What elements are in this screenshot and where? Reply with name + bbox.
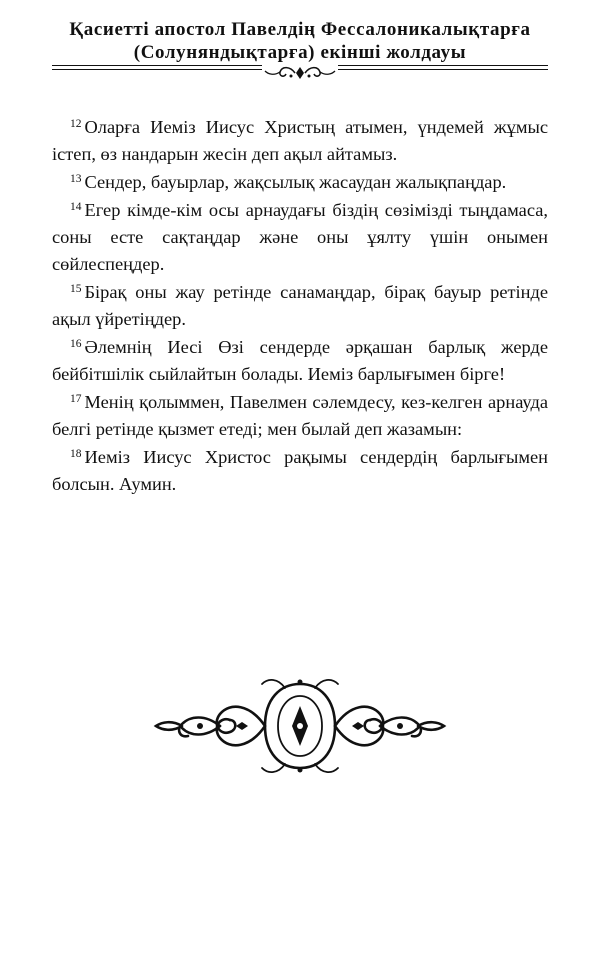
verse-number: 13: [70, 173, 82, 185]
verse-number: 14: [70, 201, 82, 213]
verse-text: Егер кімде-кім осы арнаудағы біздің сөзімізді тыңдамаса, соны есте сақтаңдар және оны ұялту үшін онымен сөйлеспеңдер.: [52, 200, 548, 274]
verse-13: [52, 169, 548, 196]
verse-18: [52, 444, 548, 498]
verse-number: 15: [70, 283, 82, 295]
page-title-line-1: Қасиетті апостол Павелдің Фессалоникалықтарға: [69, 19, 531, 40]
verse-number: 18: [70, 448, 82, 460]
verse-text: Оларға Иеміз Иисус Христың атымен, үндемей жұмыс істеп, өз нандарын жесін деп ақыл айтамыз.: [52, 117, 548, 164]
decorative-ornament-icon: [150, 674, 450, 778]
verse-text: Әлемнің Иесі Өзі сендерде әрқашан барлық жерде бейбітшілік сыйлайтын болады. Иеміз барлығымен бірге!: [52, 337, 548, 384]
header-ornament-icon: [262, 64, 338, 82]
verse-text: Менің қолыммен, Павелмен сәлемдесу, кез-келген арнауда белгі ретінде қызмет етеді; мен былай деп жазамын:: [52, 392, 548, 439]
verse-text: Иеміз Иисус Христос рақымы сендердің барлығымен болсын. Аумин.: [52, 447, 548, 494]
page-header: [52, 18, 548, 64]
verse-number: 16: [70, 338, 82, 350]
page-title-line-2: (Солуняндықтарға) екінші жолдауы: [133, 42, 467, 63]
verse-17: [52, 389, 548, 443]
chapter-text: [52, 114, 548, 499]
verse-text: Бірақ оны жау ретінде санамаңдар, бірақ бауыр ретінде ақыл үйретіңдер.: [52, 282, 548, 329]
verse-number: 12: [70, 118, 82, 130]
verse-12: [52, 114, 548, 168]
verse-number: 17: [70, 393, 82, 405]
verse-15: [52, 279, 548, 333]
verse-14: [52, 197, 548, 278]
verse-16: [52, 334, 548, 388]
verse-text: Сендер, бауырлар, жақсылық жасаудан жалықпаңдар.: [84, 172, 507, 192]
